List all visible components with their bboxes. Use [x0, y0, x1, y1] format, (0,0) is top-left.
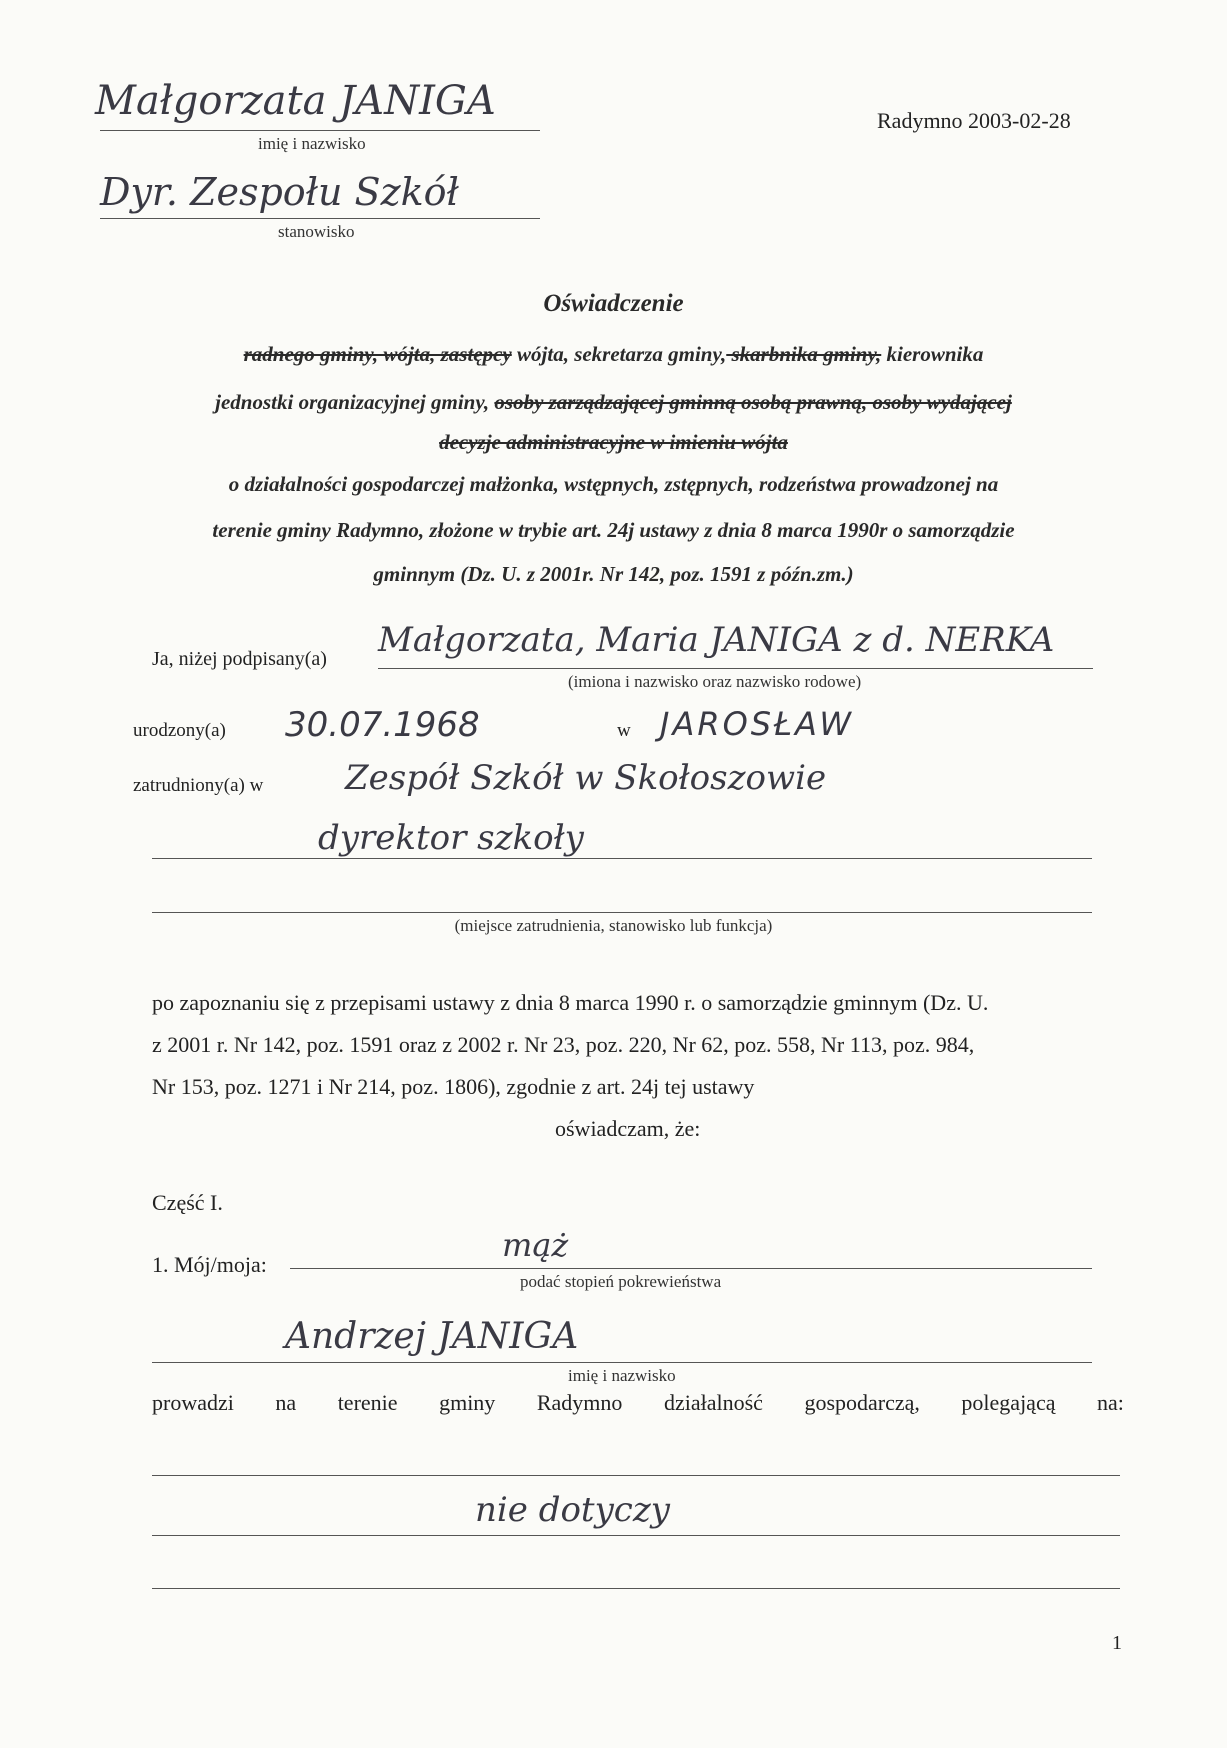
- statement-declare: oświadczam, że:: [555, 1116, 701, 1141]
- activity-word: gospodarczą,: [804, 1390, 920, 1415]
- activity-word: na:: [1097, 1390, 1124, 1415]
- person-line: [152, 1362, 1092, 1363]
- activity-word: na: [275, 1390, 297, 1415]
- activity-word: działalność: [663, 1390, 763, 1415]
- statement-line-2: z 2001 r. Nr 142, poz. 1591 oraz z 2002 r. Nr 23, poz. 220, Nr 62, poz. 558, Nr 113, poz. 984,: [152, 1032, 975, 1057]
- struck-decisions: decyzje administracyjne w imieniu wójta: [439, 430, 788, 454]
- subtitle-line-3: [0, 430, 1227, 455]
- activity-word: Radymno: [536, 1390, 623, 1415]
- part1-heading: Część I.: [152, 1190, 223, 1215]
- header-name-caption: imię i nazwisko: [258, 134, 366, 153]
- activity-word: polegającą: [961, 1390, 1056, 1415]
- born-place-handwritten: JAROSŁAW: [660, 705, 855, 743]
- header-name-line: [100, 130, 540, 131]
- label-born: urodzony(a): [133, 720, 226, 741]
- employer-line1-handwritten: Zespół Szkół w Skołoszowie: [345, 758, 827, 798]
- activity-word: prowadzi: [152, 1390, 234, 1415]
- relation-caption: podać stopień pokrewieństwa: [520, 1272, 722, 1291]
- label-employed: zatrudniony(a) w: [133, 775, 264, 796]
- person-caption: imię i nazwisko: [568, 1366, 676, 1385]
- activity-intro: [152, 1390, 1124, 1416]
- part1-item-label: 1. Mój/moja:: [152, 1252, 267, 1277]
- subtitle-line-6: gminnym (Dz. U. z 2001r. Nr 142, poz. 1591 z późn.zm.): [373, 562, 854, 586]
- header-position-handwritten: Dyr. Zespołu Szkół: [100, 170, 459, 214]
- relation-handwritten: mąż: [502, 1226, 569, 1264]
- employer-line-2: [152, 912, 1092, 913]
- kept-offices-b: kierownika: [881, 342, 984, 366]
- activity-handwritten: nie dotyczy: [475, 1490, 670, 1530]
- header-position-line: [100, 218, 540, 219]
- place-date: Radymno 2003-02-28: [877, 108, 1071, 133]
- declarant-name-handwritten: Małgorzata, Maria JANIGA z d. NERKA: [378, 620, 1055, 660]
- born-date-handwritten: 30.07.1968: [285, 705, 480, 745]
- struck-offices-a: radnego gminy, wójta, zastępcy: [243, 342, 512, 366]
- page-number: 1: [1112, 1632, 1122, 1654]
- activity-line-3: [152, 1588, 1120, 1589]
- declarant-name-line: [378, 668, 1093, 669]
- subtitle-line-2: [0, 390, 1227, 415]
- label-born-in: w: [617, 720, 631, 741]
- statement-line-1: po zapoznaniu się z przepisami ustawy z dnia 8 marca 1990 r. o samorządzie gminnym (Dz. U.: [152, 990, 989, 1015]
- struck-legal-person: osoby zarządzającej gminną osobą prawną, osoby wydającej: [494, 390, 1012, 414]
- activity-word: gminy: [439, 1390, 496, 1415]
- kept-offices-a: wójta, sekretarza gminy,: [511, 342, 727, 366]
- declarant-name-caption: (imiona i nazwisko oraz nazwisko rodowe): [568, 672, 862, 691]
- header-name-handwritten: Małgorzata JANIGA: [95, 78, 496, 124]
- header-position-caption: stanowisko: [278, 222, 355, 241]
- subtitle-line-5: terenie gminy Radymno, złożone w trybie art. 24j ustawy z dnia 8 marca 1990r o samorządzie: [212, 518, 1015, 542]
- relation-line: [290, 1268, 1092, 1269]
- activity-word: terenie: [337, 1390, 398, 1415]
- subtitle-line-1: [0, 342, 1227, 367]
- document-title: Oświadczenie: [543, 290, 684, 317]
- subtitle-line-4: o działalności gospodarczej małżonka, wstępnych, zstępnych, rodzeństwa prowadzonej na: [228, 472, 999, 496]
- statement-line-3: Nr 153, poz. 1271 i Nr 214, poz. 1806), zgodnie z art. 24j tej ustawy: [152, 1074, 755, 1099]
- activity-line-1: [152, 1475, 1120, 1476]
- kept-unit-head: jednostki organizacyjnej gminy,: [215, 390, 495, 414]
- employer-line2-handwritten: dyrektor szkoły: [318, 818, 584, 858]
- struck-offices-b: skarbnika gminy,: [726, 342, 882, 366]
- person-handwritten: Andrzej JANIGA: [285, 1316, 579, 1357]
- employer-line-1: [152, 858, 1092, 859]
- label-declarant-name: Ja, niżej podpisany(a): [152, 648, 327, 670]
- employer-caption: (miejsce zatrudnienia, stanowisko lub funkcja): [454, 916, 773, 935]
- activity-line-2: [152, 1535, 1120, 1536]
